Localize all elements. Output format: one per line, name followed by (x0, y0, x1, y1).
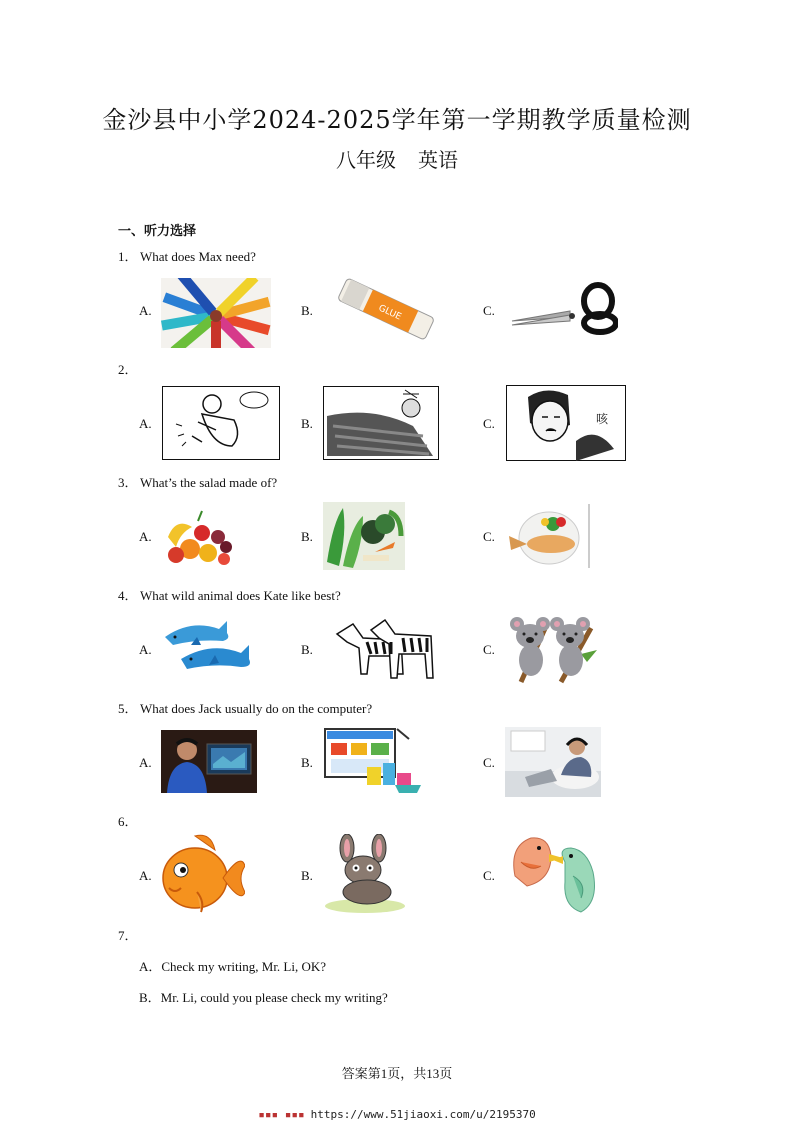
option-a-label: A. (139, 416, 152, 431)
question-5: 5． What does Jack usually do on the computer? (118, 701, 373, 716)
choice-text: Check my writing, Mr. Li, OK? (161, 959, 327, 974)
glue-stick-image (333, 278, 439, 340)
scissors-image (510, 281, 618, 337)
crayons-image (161, 278, 271, 348)
koalas-image (507, 614, 601, 684)
option-a-label: A. (139, 755, 152, 770)
option-b-label: B. (301, 642, 313, 657)
choice-text: Mr. Li, could you please check my writing? (160, 990, 388, 1005)
rabbit-image (323, 834, 409, 916)
toothache-image (506, 385, 626, 461)
option-c-label: C. (483, 529, 495, 544)
page-footer: 答案第1页，共13页 (341, 1066, 453, 1081)
exam-title: 金沙县中小学2024-2025学年第一学期教学质量检测 (102, 106, 692, 134)
question-2: 2． (118, 362, 138, 377)
lying-sick-image (323, 386, 439, 460)
option-b-label: B. (301, 868, 313, 883)
option-b-label: B. (301, 755, 313, 770)
question-text: What’s the salad made of? (140, 475, 278, 490)
question-6: 6． (118, 814, 138, 829)
goldfish-image (161, 832, 245, 916)
subject-label: 英语 (418, 148, 458, 172)
watermark (0, 1108, 794, 1121)
question-text: What does Jack usually do on the computer? (140, 701, 373, 716)
option-b-label: B. (301, 416, 313, 431)
option-c-label: C. (483, 755, 495, 770)
option-c-label: C. (483, 303, 495, 318)
question-4: 4． What wild animal does Kate like best? (118, 588, 341, 603)
svg-text:咳: 咳 (596, 412, 609, 426)
question-3: 3． What’s the salad made of? (118, 475, 278, 490)
fish-dish-image (505, 502, 591, 570)
exam-subtitle (0, 144, 794, 173)
gaming-image (161, 730, 257, 793)
question-7: 7． (118, 928, 138, 943)
option-a-label: A. (139, 642, 152, 657)
option-c-label: C. (483, 868, 495, 883)
online-shopping-image (323, 727, 423, 795)
zebras-image (323, 614, 441, 684)
dolphins-image (161, 615, 253, 681)
option-a-label: A. (139, 868, 152, 883)
question-text: What wild animal does Kate like best? (140, 588, 341, 603)
svg-text:GLUE: GLUE (376, 303, 403, 323)
choice-b (139, 987, 388, 1006)
section-heading: 一、听力选择 (118, 224, 197, 239)
option-a-label: A. (139, 303, 152, 318)
question-text: What does Max need? (140, 249, 256, 264)
option-b-label: B. (301, 303, 313, 318)
fruit-image (162, 507, 242, 569)
watermark-url: https://www.51jiaoxi.com/u/2195370 (310, 1108, 536, 1121)
vegetables-image (323, 502, 405, 570)
question-1: 1． What does Max need? (118, 249, 256, 264)
choice-label: A． (139, 959, 162, 974)
watermark-logo-icon: ▪▪▪ ▪▪▪ (258, 1108, 305, 1121)
grade-label: 八年级 (336, 148, 396, 172)
choice-a (139, 956, 326, 975)
birds-image (505, 832, 601, 916)
choice-label: B． (139, 990, 161, 1005)
listening-music-image (505, 727, 601, 797)
stomachache-image (162, 386, 280, 460)
option-a-label: A. (139, 529, 152, 544)
option-c-label: C. (483, 642, 495, 657)
option-b-label: B. (301, 529, 313, 544)
option-c-label: C. (483, 416, 495, 431)
